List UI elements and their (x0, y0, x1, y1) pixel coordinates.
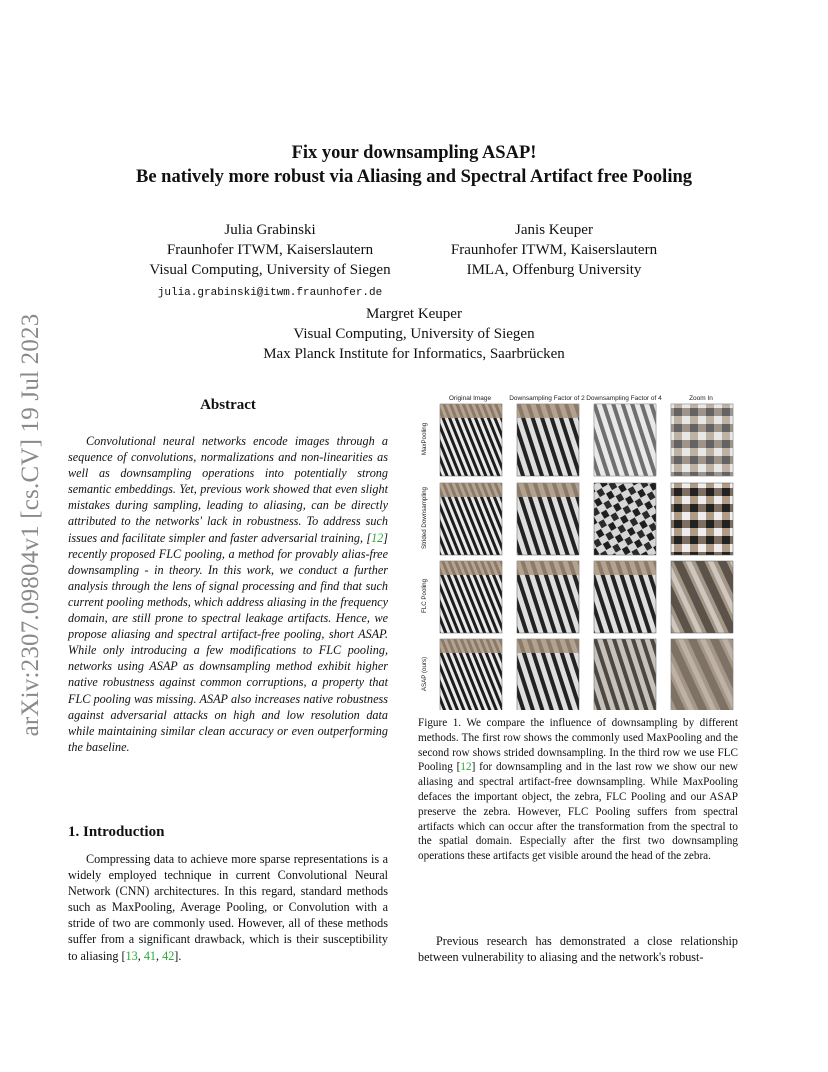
author-email[interactable]: julia.grabinski@itwm.fraunhofer.de (157, 287, 383, 299)
author-name: Janis Keuper (515, 222, 593, 238)
figure-row-maxpooling (440, 404, 733, 476)
column-title: Downsampling Factor of 2 (509, 395, 585, 402)
arxiv-stamp-text: arXiv:2307.09804v1 [cs.CV] 19 Jul 2023 (17, 313, 44, 737)
figure-row-flc (440, 561, 733, 633)
introduction-text: Compressing data to achieve more sparse representations is a widely employed technique in current Convolutional Neural Network (CNN) architectures. In this regard, standard methods such as MaxPooling, Average Pooling, or Convolution with a stride of two are commonly used. However, all of these methods suffer from a significant drawback, which is their susceptibility to aliasing [13, 41, 42]. (68, 852, 388, 963)
author-affiliation: IMLA, Offenburg University (466, 262, 642, 278)
citation-link[interactable]: 12 (460, 761, 472, 774)
author-name: Julia Grabinski (224, 222, 316, 238)
abstract-text-part1: Convolutional neural networks encode images through a sequence of convolutions, normalizations and non-linearities as well as downsampling operations into potentially strong semantic embeddings. Yet, previous work showed that even slight mistakes during sampling, leading to aliasing, can be directly attributed to the networks' lack in robustness. To address such issues and facilitate simpler and faster adversarial training, [ (68, 434, 388, 545)
column-title: Original Image (448, 395, 492, 402)
citation-link[interactable]: 41 (143, 948, 157, 963)
author-affiliation: Visual Computing, University of Siegen (149, 262, 391, 278)
figure-row-asap (440, 639, 733, 710)
author-name: Margret Keuper (366, 306, 462, 322)
author-affiliation: Fraunhofer ITWM, Kaiserslautern (450, 242, 658, 258)
row-label: MaxPooling (421, 422, 428, 456)
paper-title-line2: Be natively more robust via Aliasing and Spectral Artifact free Pooling (136, 167, 692, 187)
introduction-text-body: Compressing data to achieve more sparse representations is a widely employed technique in current Convolutional Neural Network (CNN) architectures. In this regard, standard methods such as MaxPooling, Average Pooling, or Convolution with a stride of two are commonly used. However, all of these methods suffer from a significant drawback, which is their susceptibility to aliasing [ (68, 852, 388, 963)
author-block-1 (130, 220, 410, 303)
caption-text-part1: Figure 1. We compare the influence of downsampling by different methods. The first row shows the commonly used MaxPooling and the second row shows strided downsampling. In the third row we use FLC Pooling [ (418, 717, 738, 774)
row-label: ASAP (ours) (421, 656, 428, 692)
author-block-3 (214, 304, 614, 364)
author-affiliation: Fraunhofer ITWM, Kaiserslautern (166, 242, 374, 258)
figure-1-zebra-grid (418, 392, 740, 710)
abstract-text (68, 433, 388, 755)
author-affiliation: Visual Computing, University of Siegen (293, 326, 535, 342)
abstract-text-part2: ] recently proposed FLC pooling, a method for provably alias-free downsampling - in theory. In this work, we conduct a further analysis through the lens of signal processing and find that such current pooling methods, which address aliasing in the frequency domain, are still prone to spectral leakage artifacts. Hence, we propose aliasing and spectral artifact-free pooling, short ASAP. While only introducing a few modifications to FLC pooling, networks using ASAP as downsampling method exhibit higher native robustness against common corruptions, a property that FLC pooling was missing. ASAP also increases native robustness against adversarial attacks on high and low resolution data while maintaining similar clean accuracy or even outperforming the baseline. (68, 530, 388, 754)
figure-row-strided (440, 483, 733, 555)
citation-link[interactable]: 42 (162, 948, 175, 963)
caption-text-part2: ] for downsampling and in the last row we show our new aliasing and spectral artifact-free downsampling. While MaxPooling defaces the important object, the zebra, FLC Pooling and our ASAP preserve the zebra. However, FLC Pooling suffers from spectral artifacts which can occur after the transformation from the spectral to the spatial domain. Especially after the first two downsampling operations these artifacts get visible around the head of the zebra. (418, 761, 738, 863)
abstract-heading: Abstract (200, 397, 256, 413)
author-affiliation: Max Planck Institute for Informatics, Saarbrücken (263, 346, 565, 362)
column-title: Downsampling Factor of 4 (586, 395, 662, 402)
column-title: Zoom In (689, 395, 713, 402)
paper-title-line1: Fix your downsampling ASAP! (291, 143, 537, 163)
body-text-right: Previous research has demonstrated a close relationship between vulnerability to aliasing and the network's robust- (418, 934, 738, 965)
arxiv-stamp (12, 294, 50, 756)
citation-link[interactable]: 12 (371, 530, 384, 545)
figure-caption (418, 716, 738, 864)
author-block-2 (418, 220, 690, 280)
row-label: Strided Downsampling (421, 487, 428, 549)
citation-link[interactable]: 13 (125, 948, 138, 963)
introduction-text-tail: ]. (174, 948, 182, 963)
row-label: FLC Pooling (421, 578, 428, 614)
section-heading-introduction: 1. Introduction (68, 824, 165, 840)
